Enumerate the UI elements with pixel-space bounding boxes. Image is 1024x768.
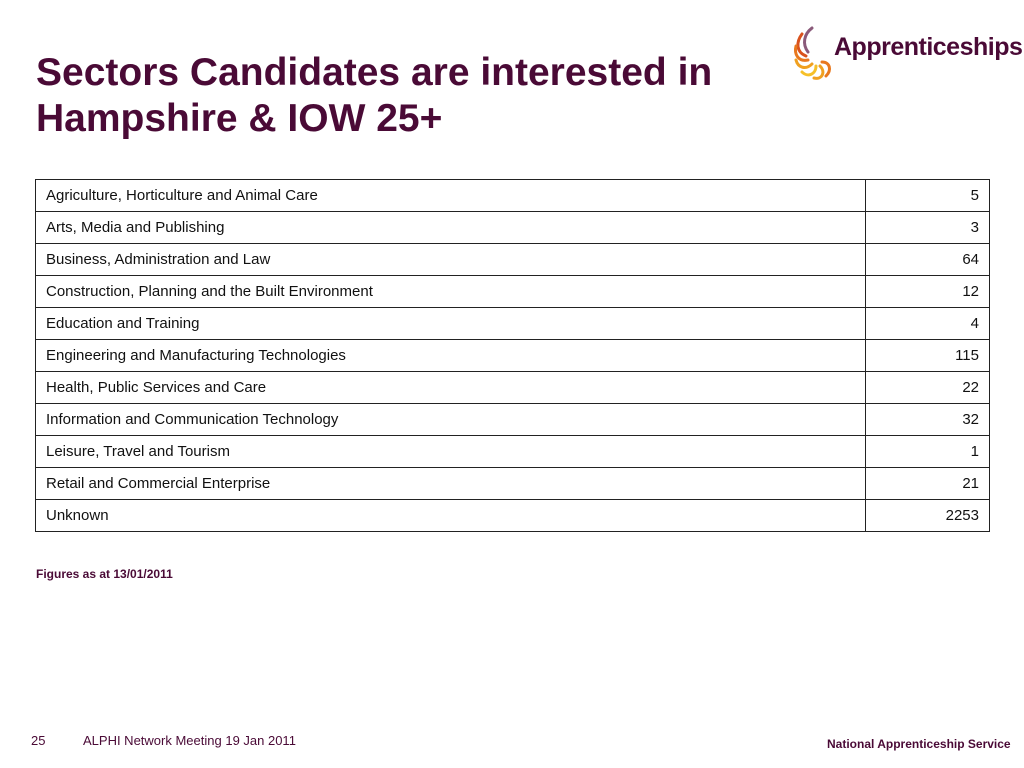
candidate-count: 21 bbox=[866, 468, 990, 500]
candidate-count: 64 bbox=[866, 244, 990, 276]
table-row bbox=[36, 180, 990, 212]
page-title: Sectors Candidates are interested in Hampshire & IOW 25+ bbox=[36, 51, 713, 140]
table-row bbox=[36, 404, 990, 436]
national-apprenticeship-service-logo: National Apprenticeship Service bbox=[827, 737, 1011, 751]
candidate-count: 115 bbox=[866, 340, 990, 372]
sector-name: Arts, Media and Publishing bbox=[36, 212, 866, 244]
sector-name: Engineering and Manufacturing Technologies bbox=[36, 340, 866, 372]
candidate-count: 1 bbox=[866, 436, 990, 468]
sector-name: Unknown bbox=[36, 500, 866, 532]
table-row bbox=[36, 276, 990, 308]
candidate-count: 5 bbox=[866, 180, 990, 212]
sector-name: Construction, Planning and the Built Environment bbox=[36, 276, 866, 308]
sector-name: Education and Training bbox=[36, 308, 866, 340]
candidate-count: 22 bbox=[866, 372, 990, 404]
sectors-table bbox=[35, 179, 990, 532]
candidate-count: 32 bbox=[866, 404, 990, 436]
table-row bbox=[36, 212, 990, 244]
table-row bbox=[36, 340, 990, 372]
sector-name: Leisure, Travel and Tourism bbox=[36, 436, 866, 468]
apprenticeships-logo bbox=[792, 20, 1023, 86]
table-row bbox=[36, 308, 990, 340]
candidate-count: 12 bbox=[866, 276, 990, 308]
sector-name: Agriculture, Horticulture and Animal Care bbox=[36, 180, 866, 212]
table-row bbox=[36, 436, 990, 468]
table-row bbox=[36, 468, 990, 500]
figures-note: Figures as at 13/01/2011 bbox=[36, 567, 173, 581]
footer-text: ALPHI Network Meeting 19 Jan 2011 bbox=[83, 733, 296, 748]
table-row bbox=[36, 372, 990, 404]
candidate-count: 4 bbox=[866, 308, 990, 340]
table-row bbox=[36, 500, 990, 532]
table-row bbox=[36, 244, 990, 276]
apprenticeships-swirl-icon bbox=[792, 20, 834, 86]
sector-name: Information and Communication Technology bbox=[36, 404, 866, 436]
sector-name: Health, Public Services and Care bbox=[36, 372, 866, 404]
page-number: 25 bbox=[31, 733, 46, 748]
sector-name: Retail and Commercial Enterprise bbox=[36, 468, 866, 500]
logo-text: Apprenticeships bbox=[834, 33, 1023, 61]
candidate-count: 3 bbox=[866, 212, 990, 244]
sector-name: Business, Administration and Law bbox=[36, 244, 866, 276]
candidate-count: 2253 bbox=[866, 500, 990, 532]
